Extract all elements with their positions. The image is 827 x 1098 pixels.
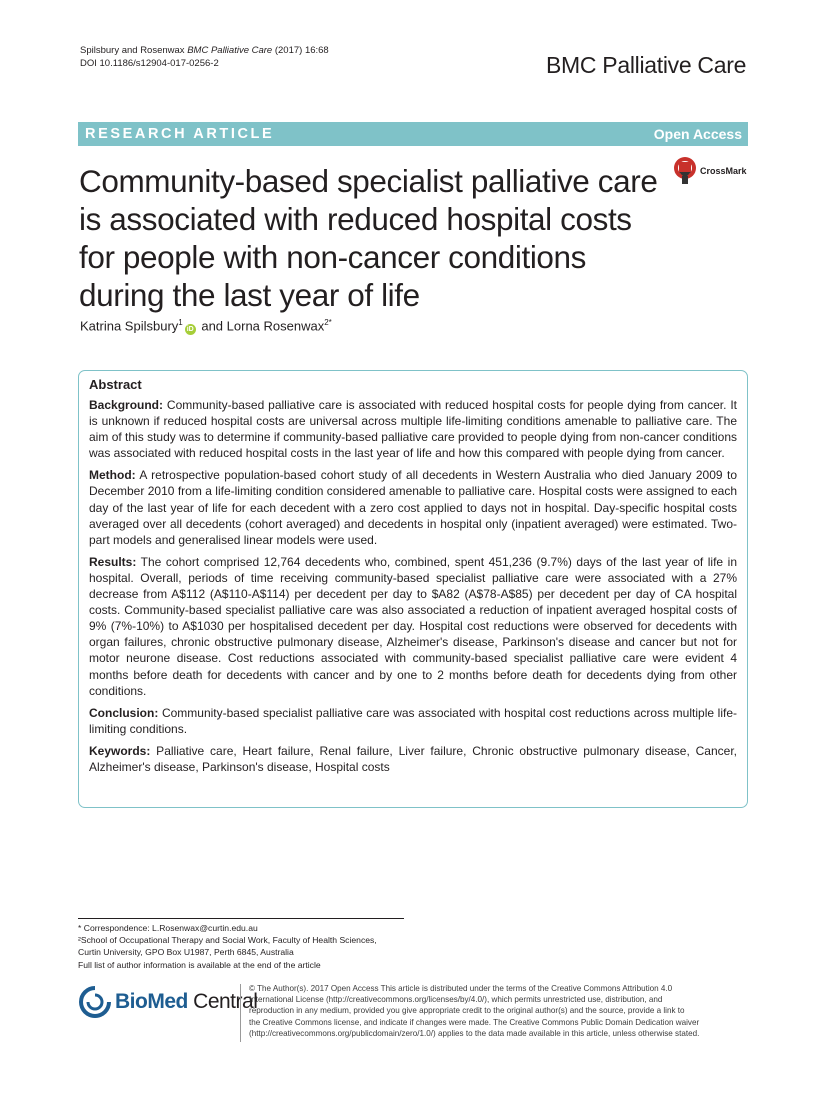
footnote-line: Full list of author information is available at the end of the article: [78, 959, 321, 970]
citation-volume: (2017) 16:68: [274, 45, 329, 56]
citation-journal: BMC Palliative Care: [187, 45, 273, 56]
section-label: Results:: [89, 554, 137, 569]
title-line: during the last year of life: [79, 277, 420, 313]
section-text: The cohort comprised 12,764 decedents who, combined, spent 451,236 (9.7%) days of the last year of life in hospital. Overall, periods of time receiving community-based specialist palliative care were associated with a 27% decrease from A$112 (A$110-A$114) per decedent per day to $A82 (A$78-A$85) per decedent per day of CA hospital costs. Community-based specialist palliative care was also associated a reduction of inpatient averaged hospital costs of 9% (7%-10%) to A$1030 per hospitalised decedent per day. Hospital cost reductions were observed for decedents with organ failures, chronic obstructive pulmonary disease, Alzheimer's disease, Parkinson's disease and cancer but not for motor neurone disease. Cost reductions associated with community-based specialist palliative care were evident 4 months before death for decedents with cancer and by one to 2 months before death for decedents dying from other conditions.: [89, 554, 737, 698]
publisher-name-regular: Central: [187, 990, 258, 1013]
abstract-section: [89, 705, 737, 737]
orcid-icon[interactable]: iD: [186, 326, 194, 334]
crossmark-icon: [673, 156, 697, 186]
section-text: Community-based specialist palliative care was associated with hospital cost reductions across multiple life-limiting conditions.: [89, 705, 737, 736]
abstract-section: [89, 554, 737, 699]
section-label: Conclusion:: [89, 705, 159, 720]
footnote-line: Curtin University, GPO Box U1987, Perth 6845, Australia: [78, 947, 294, 958]
author-conjunction: and: [197, 318, 227, 334]
section-text: A retrospective population-based cohort study of all decedents in Western Australia who died January 2009 to December 2010 from a life-limiting condition considered amenable to palliative care. Hospital costs were assigned to each day of the last year of life for each decedent with a zero cost applied to days not in hospital. Day-specific hospital costs averaged over all decedents (cohort averaged) and decedents in hospital only (inpatient averaged) were estimated. Two-part models and generalised linear models were used.: [89, 468, 737, 547]
doi: DOI 10.1186/s12904-017-0256-2: [80, 58, 219, 69]
license-line: © The Author(s). 2017 Open Access This article is distributed under the terms of the Creative Commons Attribution 4.0: [249, 984, 673, 993]
license-line[interactable]: International License (http://creativecommons.org/licenses/by/4.0/), which permits unrestricted use, distribution, and: [249, 995, 663, 1005]
title-line: Community-based specialist palliative care: [79, 163, 658, 199]
crossmark-badge[interactable]: [673, 156, 747, 186]
footnote-line[interactable]: * Correspondence: L.Rosenwax@curtin.edu.au: [78, 923, 258, 933]
affiliation-marker: 2*: [324, 318, 332, 327]
footnote-divider: [78, 918, 404, 919]
publisher-name-bold: BioMed: [115, 990, 188, 1013]
article-type-banner: [78, 122, 748, 146]
license-divider: [240, 984, 241, 1042]
license-line: reproduction in any medium, provided you give appropriate credit to the original author(s) and the source, provide a link to: [249, 1006, 685, 1016]
biomed-central-icon: [79, 986, 111, 1018]
article-type: RESEARCH ARTICLE: [85, 126, 275, 142]
crossmark-label: CrossMark: [700, 166, 747, 176]
author-name[interactable]: Lorna Rosenwax: [226, 318, 325, 334]
section-text: Community-based palliative care is associated with reduced hospital costs for people dying from cancer. It is unknown if reduced hospital costs are universal across multiple life-limiting conditions amenable to palliative care. The aim of this study was to determine if community-based palliative care provided to people dying from non-cancer conditions was associated with reduced hospital costs in the last year of life and how this compared with people dying from cancer.: [89, 398, 737, 461]
section-label: Method:: [89, 468, 136, 483]
license-line: the Creative Commons license, and indicate if changes were made. The Creative Commons Public Domain Dedication waiver: [249, 1017, 700, 1027]
abstract-section: [89, 397, 737, 461]
license-text: [249, 983, 749, 1039]
section-label: Background:: [89, 398, 164, 412]
open-access-label: Open Access: [653, 126, 742, 142]
abstract-section: [89, 743, 737, 775]
author-name[interactable]: Katrina Spilsbury: [80, 318, 179, 334]
title-line: for people with non-cancer conditions: [79, 239, 587, 275]
abstract-section: [89, 467, 737, 547]
article-title: [79, 162, 658, 314]
publisher-name: [115, 990, 257, 1014]
author-list: [80, 318, 332, 335]
abstract-heading: Abstract: [89, 377, 142, 392]
title-line: is associated with reduced hospital costs: [79, 201, 632, 237]
citation-authors: Spilsbury and Rosenwax: [80, 45, 185, 56]
biomed-central-logo[interactable]: [79, 986, 257, 1018]
section-label: Keywords:: [89, 743, 151, 758]
abstract-box: [78, 370, 748, 808]
citation-line: [80, 44, 329, 57]
footnote-line: ²School of Occupational Therapy and Social Work, Faculty of Health Sciences,: [78, 935, 377, 946]
citation-block: [80, 44, 329, 70]
affiliation-marker: 1: [178, 318, 183, 327]
footnotes: [78, 922, 377, 971]
section-text: Palliative care, Heart failure, Renal failure, Liver failure, Chronic obstructive pulmonary disease, Cancer, Alzheimer's disease, Parkinson's disease, Hospital costs: [89, 743, 737, 774]
journal-name: BMC Palliative Care: [546, 52, 747, 78]
license-line[interactable]: (http://creativecommons.org/publicdomain/zero/1.0/) applies to the data made available in this article, unless otherwise stated.: [249, 1028, 700, 1038]
